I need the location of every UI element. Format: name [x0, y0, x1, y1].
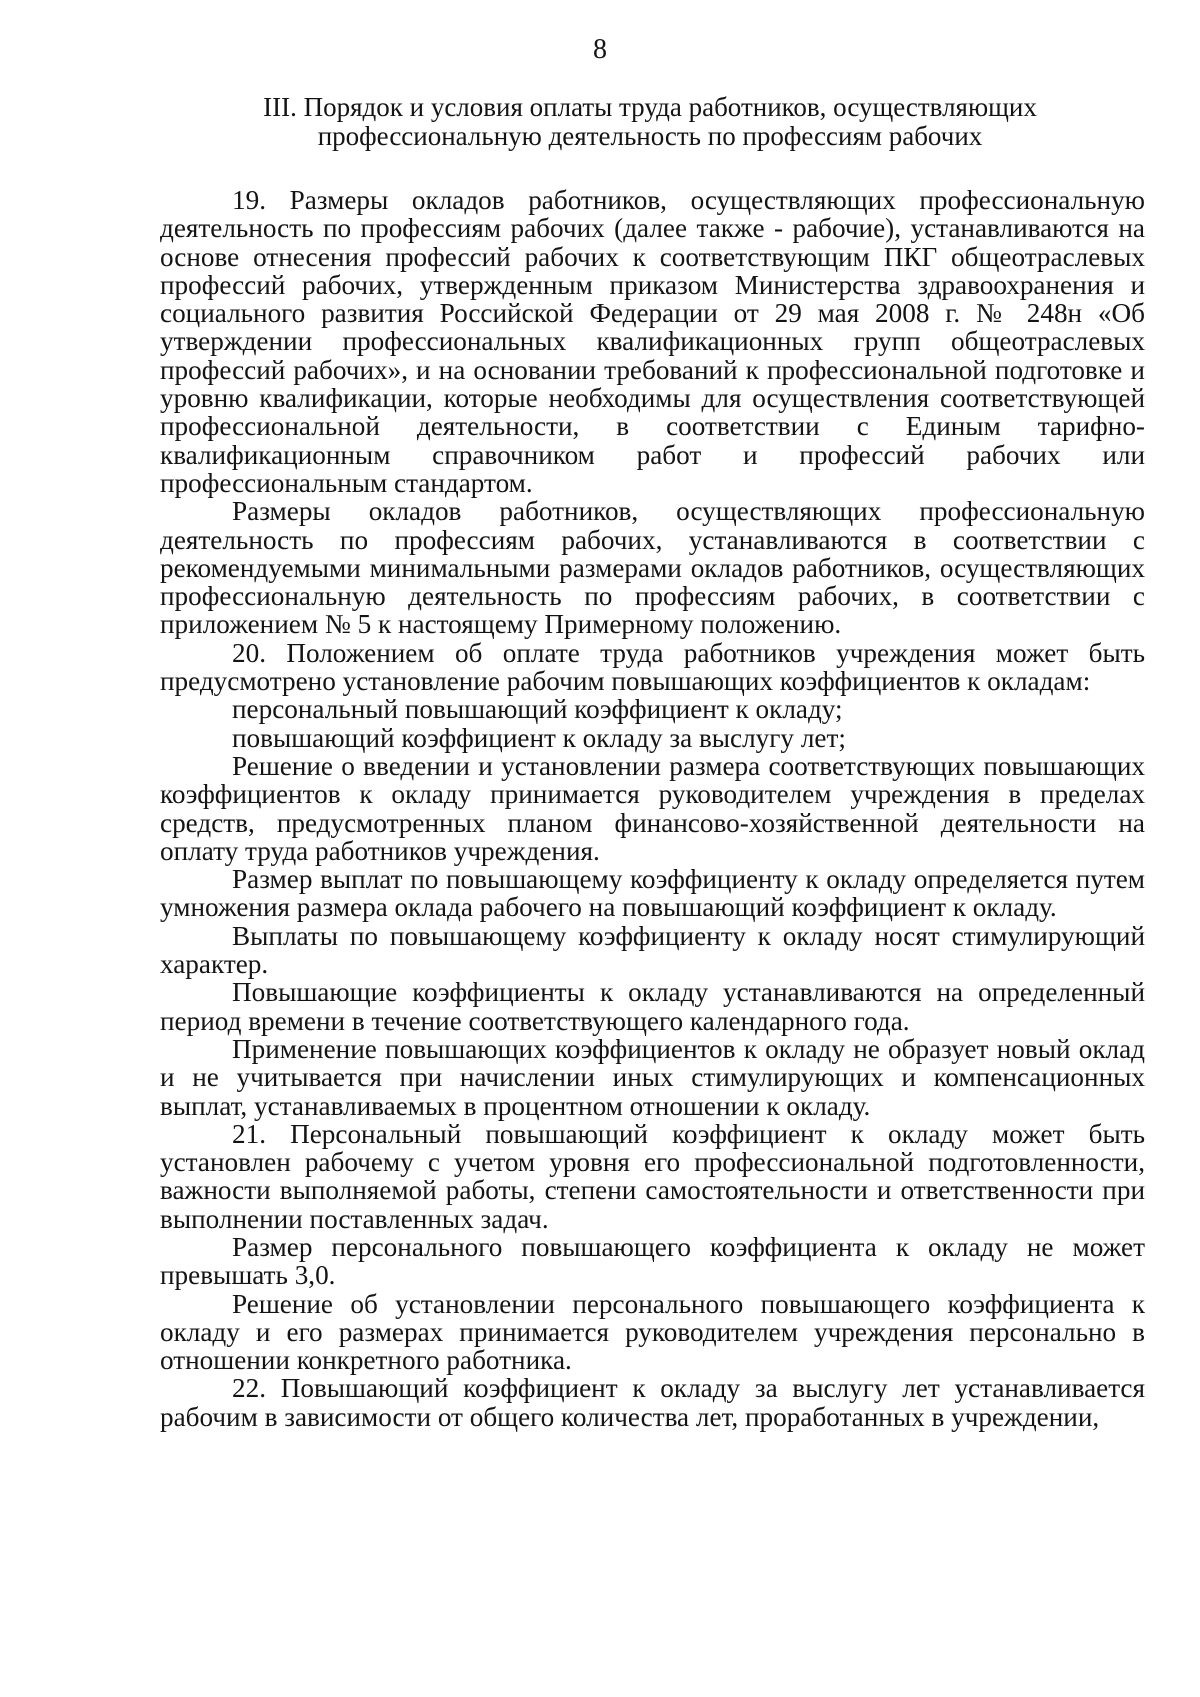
paragraph-period: Повышающие коэффициенты к окладу устанавливаются на определенный период времени в течение соответствующего календарного года. — [160, 977, 1145, 1036]
section-title-line-2: профессиональную деятельность по профессиям рабочих — [317, 121, 983, 151]
section-title — [150, 93, 1150, 151]
body-text — [160, 186, 1145, 1431]
page-number: 8 — [593, 34, 607, 65]
list-item-seniority-coefficient: повышающий коэффициент к окладу за выслугу лет; — [232, 722, 846, 753]
paragraph-salary-sizes: Размеры окладов работников, осуществляющих профессиональную деятельность по профессиям рабочих, устанавливаются в соответствии с рекомендуемыми минимальными размерами окладов работников, осуществляющих профессиональную деятельность по профессиям рабочих, в соответствии с приложением № 5 к настоящему Примерному положению. — [160, 496, 1145, 640]
paragraph-20: 20. Положением об оплате труда работников учреждения может быть предусмотрено установление рабочим повышающих коэффициентов к окладам: — [160, 637, 1145, 697]
paragraph-payment-size: Размер выплат по повышающему коэффициенту к окладу определяется путем умножения размера оклада рабочего на повышающий коэффициент к окладу. — [160, 864, 1145, 923]
paragraph-21: 21. Персональный повышающий коэффициент к окладу может быть установлен рабочему с учетом уровня его профессиональной подготовленности, важности выполняемой работы, степени самостоятельности и ответственности при выполнении поставленных задач. — [160, 1118, 1145, 1234]
paragraph-decision-personal: Решение об установлении персонального повышающего коэффициента к окладу и его размерах принимается руководителем учреждения персонально в отношении конкретного работника. — [160, 1288, 1145, 1376]
paragraph-19: 19. Размеры окладов работников, осуществляющих профессиональную деятельность по профессиям рабочих (далее также - рабочие), устанавливаются на основе отнесения профессий рабочих к соответствующим ПКГ общеотраслевых профессий рабочих, утвержденным приказом Министерства здравоохранения и социального развития Российской Федерации от 29 мая 2008 г. № 248н «Об утверждении профессиональных квалификационных групп общеотраслевых профессий рабочих», и на основании требований к профессиональной подготовке и уровню квалификации, которые необходимы для осуществления соответствующей профессиональной деятельности, в соответствии с Единым тарифно-квалификационным справочником работ и профессий рабочих или профессиональным стандартом. — [160, 185, 1145, 498]
section-title-line-1: III. Порядок и условия оплаты труда работников, осуществляющих — [263, 92, 1037, 122]
paragraph-max-coefficient: Размер персонального повышающего коэффициента к окладу не может превышать 3,0. — [160, 1231, 1145, 1291]
paragraph-decision-coefficients: Решение о введении и установлении размера соответствующих повышающих коэффициентов к окладу принимается руководителем учреждения в пределах средств, предусмотренных планом финансово-хозяйственной деятельности на оплату труда работников учреждения. — [160, 750, 1145, 866]
paragraph-22: 22. Повышающий коэффициент к окладу за выслугу лет устанавливается рабочим в зависимости от общего количества лет, проработанных в учреждении, — [160, 1373, 1145, 1432]
list-item-personal-coefficient: персональный повышающий коэффициент к окладу; — [232, 694, 843, 725]
paragraph-application: Применение повышающих коэффициентов к окладу не образует новый оклад и не учитывается при начислении иных стимулирующих и компенсационных выплат, устанавливаемых в процентном отношении к окладу. — [160, 1033, 1145, 1121]
paragraph-stimulating-character: Выплаты по повышающему коэффициенту к окладу носят стимулирующий характер. — [160, 920, 1145, 980]
